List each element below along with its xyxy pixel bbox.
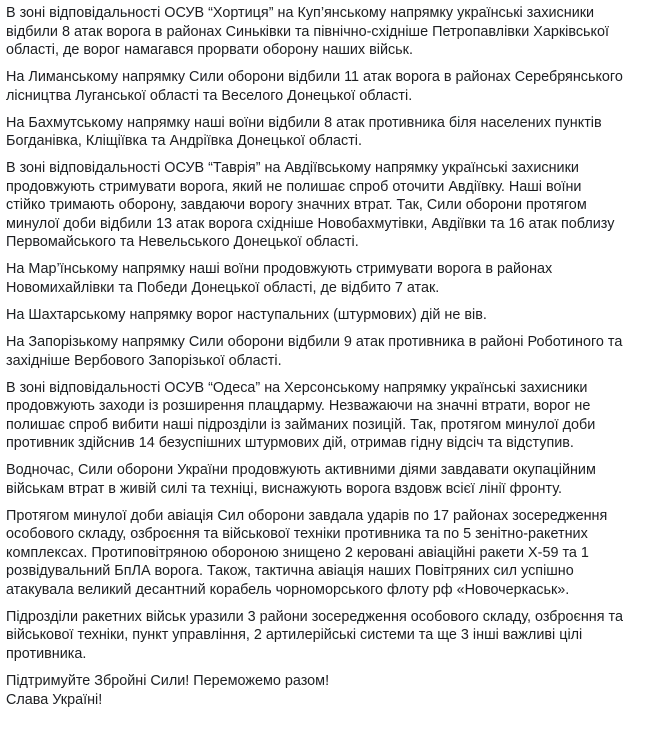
paragraph-missile-forces [6, 608, 658, 664]
text-line: продовжують заходи із розширення плацдарму. Незважаючи на значні втрати, ворог не [6, 398, 591, 415]
text-line: області, де ворог намагався прорвати оборону наших військ. [6, 42, 413, 58]
text-line: На Бахмутському напрямку наші воїни відбили 8 атак противника біля населених пунктів [6, 114, 602, 131]
text-line: продовжують стримувати ворога, який не полишає спроб оточити Авдіївку. Наші воїни [6, 178, 582, 195]
paragraph-zaporizhzhia [6, 333, 658, 370]
text-line: військової техніки, пункт управління, 2 артилерійські системи та ще 3 інші важливі цілі [6, 627, 583, 644]
text-line: В зоні відповідальності ОСУВ “Одеса” на Херсонському напрямку українські захисники [6, 379, 588, 396]
paragraph-aviation [6, 507, 658, 600]
text-line: Богданівка, Кліщіївка та Андріївка Донецької області. [6, 133, 362, 150]
text-line: полишає спроб вибити наші підрозділи із займаних позицій. Так, протягом минулої доби [6, 416, 596, 433]
paragraph-defense-forces [6, 461, 658, 498]
text-line: розвідувальний БпЛА ворога. Також, тактична авіація наших Повітряних сил успішно [6, 563, 574, 580]
post-text [6, 4, 658, 718]
paragraph-marinka [6, 260, 658, 297]
text-line: особового складу, озброєння та військової техніки противника та по 5 зенітно-ракетних [6, 526, 588, 543]
closing-paragraph [6, 672, 658, 709]
text-line: комплексах. Протиповітряною обороною знищено 2 керовані авіаційні ракети Х-59 та 1 [6, 544, 589, 561]
text-line: стійко тримають оборону, завдаючи ворогу значних втрат. Так, Сили оборони протягом [6, 197, 587, 214]
text-line: минулої доби відбили 13 атак ворога східніше Новобахмутівки, Авдіївки та 16 атак поблизу [6, 215, 615, 232]
text-line: На Лиманському напрямку Сили оборони відбили 11 атак ворога в районах Серебрянського [6, 69, 623, 86]
text-line: атакувала великий десантний корабель чорноморського флоту рф «Новочеркаськ». [6, 581, 570, 598]
paragraph-odesa [6, 379, 658, 453]
paragraph-shakhtarsk [6, 306, 658, 325]
text-line: противник здійснив 14 безуспішних штурмових дій, отримав гідну відсіч та відступив. [6, 435, 574, 452]
paragraph-bakhmut [6, 114, 658, 151]
text-line: На Запорізькому напрямку Сили оборони відбили 9 атак противника в районі Роботиного та [6, 334, 623, 351]
text-line: відбили 8 атак ворога в районах Синьківки та північно-східніше Петропавлівки Харківської [6, 23, 609, 40]
text-line: На Шахтарському напрямку ворог наступальних (штурмових) дій не вів. [6, 306, 487, 323]
text-line: Підрозділи ракетних військ уразили 3 райони зосередження особового складу, озброєння та [6, 608, 623, 625]
closing-line: Слава Україні! [6, 691, 103, 708]
text-line: Первомайського та Невельського Донецької області. [6, 234, 359, 251]
text-line: В зоні відповідальності ОСУВ “Хортиця” на Куп’янському напрямку українські захисники [6, 5, 595, 21]
text-line: західніше Вербового Запорізької області. [6, 352, 282, 369]
text-line: Новомихайлівки та Победи Донецької області, де відбито 7 атак. [6, 279, 440, 296]
text-line: Водночас, Сили оборони України продовжують активними діями завдавати окупаційним [6, 462, 596, 479]
text-line: В зоні відповідальності ОСУВ “Таврія” на Авдіївському напрямку українські захисники [6, 160, 579, 177]
text-line: Протягом минулої доби авіація Сил оборони завдала ударів по 17 районах зосередження [6, 507, 608, 524]
text-line: противника. [6, 645, 87, 662]
text-line: На Мар’їнському напрямку наші воїни продовжують стримувати ворога в районах [6, 261, 553, 278]
paragraph-tavriia [6, 159, 658, 252]
paragraph-lyman [6, 68, 658, 105]
text-line: лісництва Луганської області та Веселого Донецької області. [6, 87, 413, 104]
text-line: військам втрат в живій силі та техніці, виснажують ворога вздовж всієї лінії фронту. [6, 480, 562, 497]
paragraph-khortytsia [6, 4, 658, 60]
closing-line: Підтримуйте Збройні Сили! Переможемо разом! [6, 673, 330, 690]
